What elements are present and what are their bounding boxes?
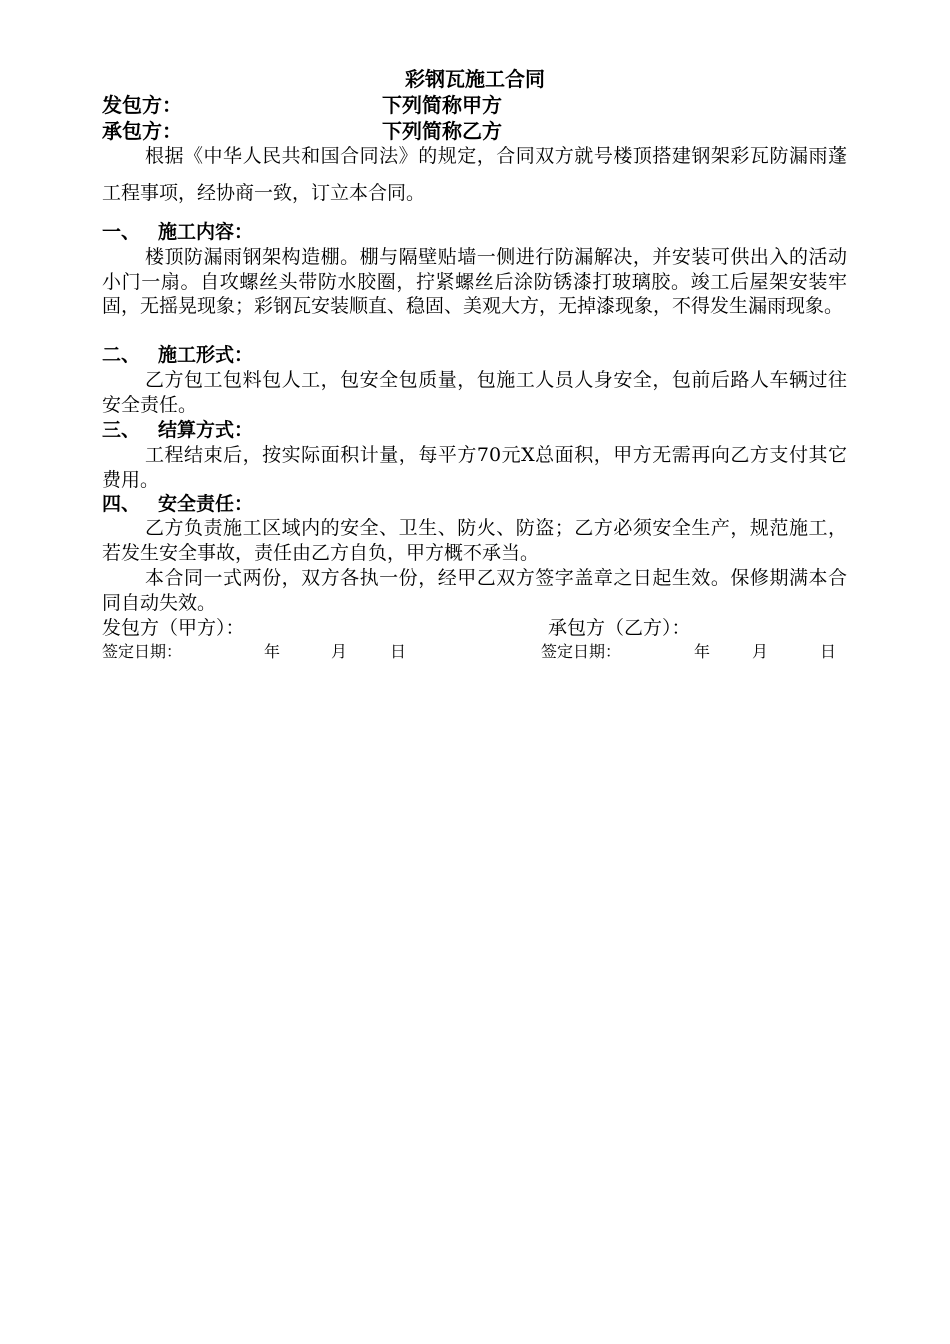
contractor-label: 承包方：: [102, 119, 182, 143]
section-3-text: 工程结束后，按实际面积计量，每平方70元X总面积，甲方无需再向乙方支付其它费用。: [102, 444, 847, 491]
date-year: 年: [264, 642, 281, 661]
section-4-text: 乙方负责施工区域内的安全、卫生、防火、防盗；乙方必须安全生产，规范施工，若发生安全事故，责任由乙方自负，甲方概不承当。: [102, 517, 847, 564]
date-month: 月: [331, 642, 348, 661]
date-day: 日: [820, 642, 837, 661]
intro-paragraph: 根据《中华人民共和国合同法》的规定，合同双方就号楼顶搭建钢架彩瓦防漏雨蓬工程事项，经协商一致，订立本合同。: [102, 145, 847, 204]
contractor-note: 下列简称乙方: [382, 119, 502, 143]
section-1-title: 施工内容：: [158, 221, 254, 243]
section-2-number: 二、: [102, 344, 141, 366]
employer-label: 发包方：: [102, 93, 182, 117]
section-4-heading: [102, 492, 253, 516]
employer-note: 下列简称甲方: [382, 93, 502, 117]
section-2-text: 乙方包工包料包人工，包安全包质量，包施工人员人身安全，包前后路人车辆过往安全责任。: [102, 369, 847, 416]
document-title: 彩钢瓦施工合同: [405, 67, 545, 91]
section-2-title: 施工形式：: [158, 344, 254, 366]
date-day: 日: [390, 642, 407, 661]
party-b-signature: 承包方（乙方）：: [548, 617, 691, 639]
party-a-signature: 发包方（甲方）：: [102, 617, 245, 639]
section-1-heading: [102, 220, 253, 244]
closing-paragraph: 本合同一式两份，双方各执一份，经甲乙双方签字盖章之日起生效。保修期满本合同自动失效。: [102, 567, 847, 614]
date-label: 签定日期：: [541, 642, 622, 661]
section-3-number: 三、: [102, 419, 141, 441]
section-2-heading: [102, 343, 253, 367]
date-year: 年: [694, 642, 711, 661]
section-4-number: 四、: [102, 493, 141, 515]
section-3-title: 结算方式：: [158, 419, 254, 441]
section-1-text: 楼顶防漏雨钢架构造棚。棚与隔壁贴墙一侧进行防漏解决，并安装可供出入的活动小门一扇。自攻螺丝头带防水胶圈，拧紧螺丝后涂防锈漆打玻璃胶。竣工后屋架安装牢固，无摇晃现象；彩钢瓦安装顺直、稳固、美观大方，无掉漆现象，不得发生漏雨现象。: [102, 246, 847, 317]
date-month: 月: [752, 642, 769, 661]
section-4-title: 安全责任：: [158, 493, 254, 515]
employer-line: [102, 92, 502, 118]
section-1-number: 一、: [102, 221, 141, 243]
section-3-heading: [102, 418, 253, 442]
date-label: 签定日期：: [102, 642, 183, 661]
